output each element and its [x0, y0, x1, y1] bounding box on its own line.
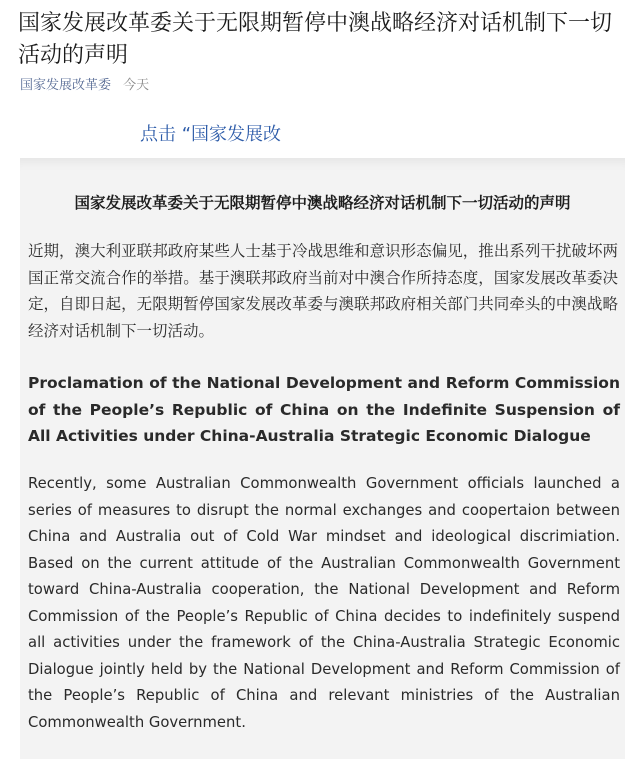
statement-en-title: Proclamation of the National Development and Reform Commission of the People’s Republic of China on the Indefinite Suspension of All Activities under China-Australia Strategic Economic Dialogue	[28, 374, 620, 445]
statement-cn-title: 国家发展改革委关于无限期暂停中澳战略经济对话机制下一切活动的声明	[74, 194, 571, 212]
statement-cn-body: 近期，澳大利亚联邦政府某些人士基于冷战思维和意识形态偏见，推出系列干扰破坏两国正常交流合作的举措。基于澳联邦政府当前对中澳合作所持态度，国家发展改革委决定，自即日起，无限期暂停国家发展改革委与澳联邦政府相关部门共同牵头的中澳战略经济对话机制下一切活动。	[28, 242, 618, 340]
publish-time: 今天	[123, 78, 150, 93]
source-account-link[interactable]: 国家发展改革委	[20, 78, 112, 93]
statement-en-body: Recently, some Australian Commonwealth Government officials launched a series of measures to disrupt the normal exchanges and coopertaion between China and Australia out of Cold War mindset and ideological discrimiation. Based on the current attitude of the Australian Commonwealth Government toward China-Australia cooperation, the National Development and Reform Commission of the People’s Republic of China decides to indefinitely suspend all activities under the framework of the China-Australia Strategic Economic Dialogue jointly held by the National Development and Reform Commission of the People’s Republic of China and relevant ministries of the Australian Commonwealth Government.	[28, 475, 620, 731]
follow-prompt-banner[interactable]: 点击 “国家发展改	[140, 124, 282, 145]
article-title: 国家发展改革委关于无限期暂停中澳战略经济对话机制下一切活动的声明	[18, 11, 613, 68]
article-meta	[20, 74, 149, 93]
statement-panel	[20, 158, 625, 759]
